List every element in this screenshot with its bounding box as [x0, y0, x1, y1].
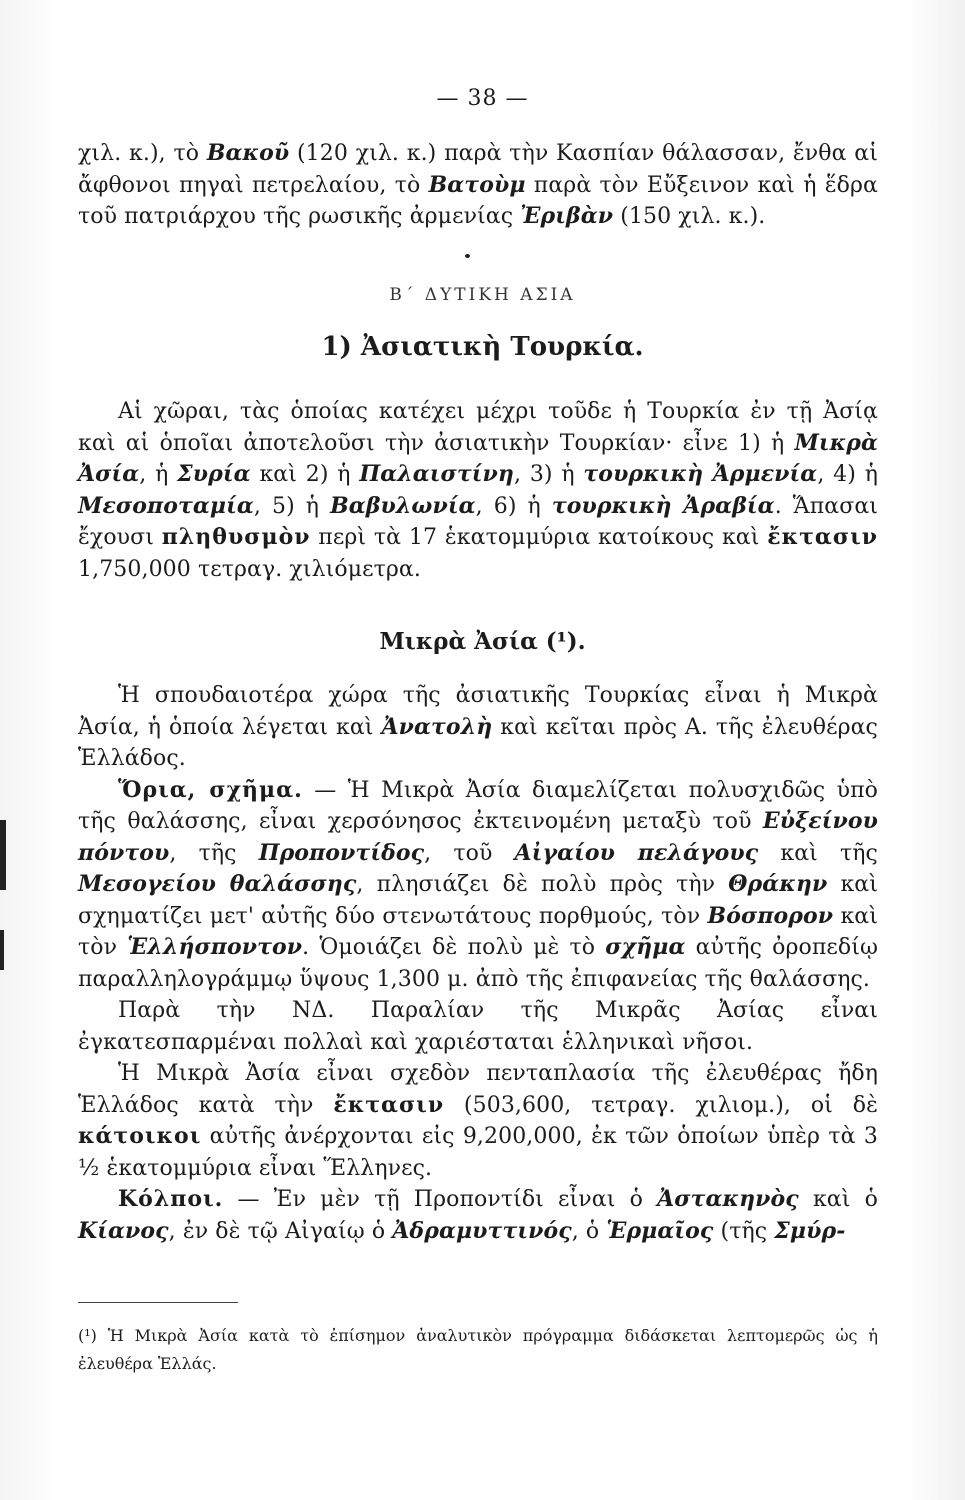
borders-label: Ὅρια, σχῆμα.: [118, 776, 303, 803]
footnote-rule: [78, 1302, 238, 1303]
gulfs-paragraph: Κόλποι. — Ἐν μὲν τῇ Προποντίδι εἶναι ὁ Ἀστακηνὸς καὶ ὁ Κίανος, ἐν δὲ τῷ Αἰγαίῳ ὁ Ἀδραμυττινός, ὁ Ἑρμαῖος (τῆς Σμύρ-: [78, 1186, 878, 1244]
section-heading: Β΄ ΔΥΤΙΚΗ ΑΣΙΑ: [389, 285, 576, 305]
margin-scan-mark: [0, 930, 4, 970]
subsection-heading: 1) Ἀσιατικὴ Τουρκία.: [321, 332, 644, 362]
margin-scan-mark: [0, 820, 6, 890]
print-speck: [465, 254, 470, 258]
intro-paragraph: χιλ. κ.), τὸ Βακοῦ (120 χιλ. κ.) παρὰ τὴν Κασπίαν θάλασσαν, ἔνθα αἱ ἄφθονοι πηγαὶ πετρελαίου, τὸ Βατοὺμ παρὰ τὸν Εὔξεινον καὶ ἡ ἕδρα τοῦ πατριάρχου τῆς ρωσικῆς ἀρμενίας Ἐριβὰν (150 χιλ. κ.).: [78, 140, 879, 229]
place-batoum: Βατοὺμ: [428, 171, 526, 198]
asia-minor-paragraph: Ἡ σπουδαιοτέρα χώρα τῆς ἀσιατικῆς Τουρκίας εἶναι ἡ Μικρὰ Ἀσία, ἡ ὁποία λέγεται καὶ Ἀνατολὴ καὶ κεῖται πρὸς Α. τῆς ἐλευθέρας Ἑλλάδος.: [78, 683, 878, 771]
islands-paragraph: Παρὰ τὴν ΝΔ. Παραλίαν τῆς Μικρᾶς Ἀσίας εἶναι ἐγκατεσπαρμέναι πολλαὶ καὶ χαριέσταται ἑλληνικαὶ νῆσοι.: [78, 998, 878, 1055]
borders-paragraph: Ὅρια, σχῆμα. — Ἡ Μικρὰ Ἀσία διαμελίζεται πολυσχιδῶς ὑπὸ τῆς θαλάσσης, εἶναι χερσόνησος ἐκτεινομένη μεταξὺ τοῦ Εὐξείνου πόντου, τῆς Προποντίδος, τοῦ Αἰγαίου πελάγους καὶ τῆς Μεσογείου θαλάσσης, πλησιάζει δὲ πολὺ πρὸς τὴν Θράκην καὶ σχηματίζει μετ' αὐτῆς δύο στενωτάτους πορθμούς, τὸν Βόσπορον καὶ τὸν Ἑλλήσποντον. Ὁμοιάζει δὲ πολὺ μὲ τὸ σχῆμα αὐτῆς ὀροπεδίῳ παραλληλογράμμῳ ὕψους 1,300 μ. ἀπὸ τῆς ἐπιφανείας τῆς θαλάσσης.: [78, 776, 878, 992]
gulfs-label: Κόλποι.: [118, 1186, 224, 1212]
body-text: [78, 680, 878, 1247]
footnote: (¹) Ἡ Μικρὰ Ἀσία κατὰ τὸ ἐπίσημον ἀναλυτικὸν πρόγραμμα διδάσκεται λεπτομερῶς ὡς ἡ ἐλευθέρα Ἑλλάς.: [78, 1326, 878, 1373]
place-bakou: Βακοῦ: [206, 140, 290, 166]
size-paragraph: Ἡ Μικρὰ Ἀσία εἶναι σχεδὸν πενταπλασία τῆς ἐλευθέρας ἤδη Ἑλλάδος κατὰ τὴν ἔκτασιν (503,600, τετραγ. χιλιομ.), οἱ δὲ κάτοικοι αὐτῆς ἀνέρχονται εἰς 9,200,000, ἐκ τῶν ὁποίων ὑπὲρ τὰ 3 ½ ἑκατομμύρια εἶναι Ἕλληνες.: [78, 1061, 878, 1181]
turkey-paragraph: Αἱ χῶραι, τὰς ὁποίας κατέχει μέχρι τοῦδε ἡ Τουρκία ἐν τῇ Ἀσίᾳ καὶ αἱ ὁποῖαι ἀποτελοῦσι τὴν ἀσιατικὴν Τουρκίαν· εἶνε 1) ἡ Μικρὰ Ἀσία, ἡ Συρία καὶ 2) ἡ Παλαιστίνη, 3) ἡ τουρκικὴ Ἀρμενία, 4) ἡ Μεσοποταμία, 5) ἡ Βαβυλωνία, 6) ἡ τουρκικὴ Ἀραβία. Ἅπασαι ἔχουσι πληθυσμὸν περὶ τὰ 17 ἑκατομμύρια κατοίκους καὶ ἔκτασιν 1,750,000 τετραγ. χιλιόμετρα.: [78, 399, 879, 582]
place-erivan: Ἐριβὰν: [520, 203, 614, 229]
page-number: — 38 —: [436, 86, 529, 111]
minor-heading: Μικρὰ Ἀσία (¹).: [379, 628, 586, 655]
